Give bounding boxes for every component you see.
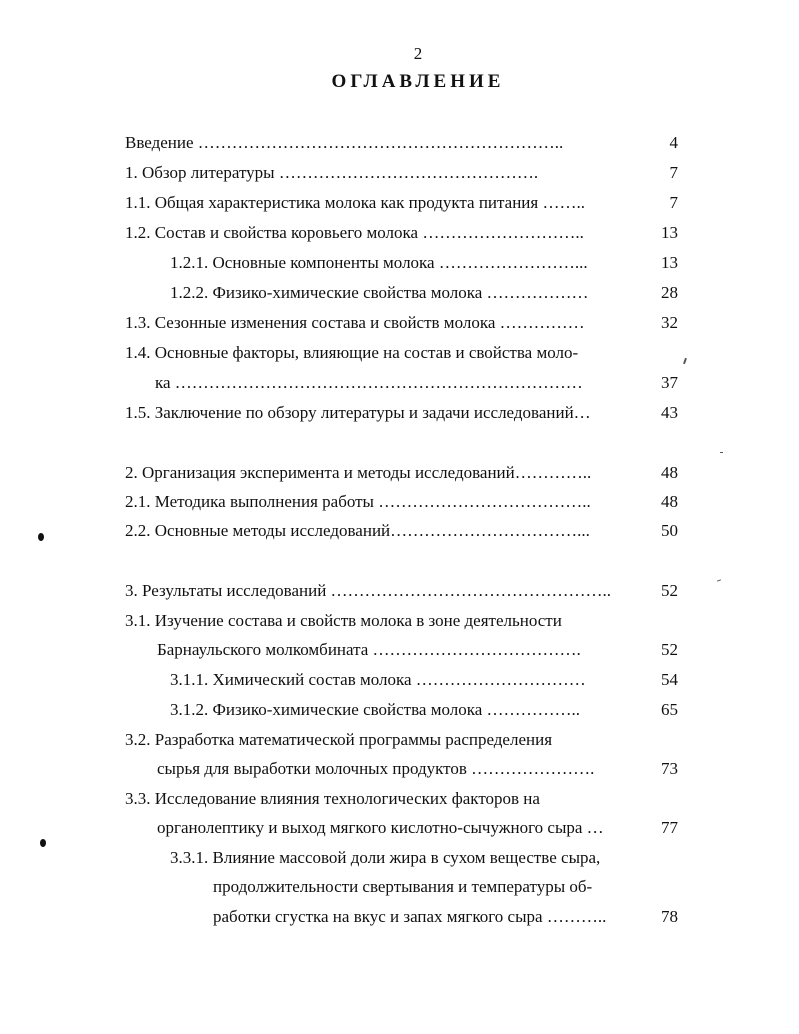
- toc-entry-text: 3.1.1. Химический состав молока …………………………: [170, 670, 586, 689]
- toc-entry-page: 78: [661, 907, 678, 926]
- toc-entry-text: Введение ………………………………………………………..: [125, 133, 564, 152]
- page-title: ОГЛАВЛЕНИЕ: [331, 71, 505, 92]
- toc-entry-text: 3.3.1. Влияние массовой доли жира в сухом веществе сыра,: [170, 848, 601, 867]
- toc-entry-page: 43: [661, 403, 678, 422]
- toc-entry-text: 1.2.2. Физико-химические свойства молока ………………: [170, 283, 589, 302]
- toc-entry-page: 52: [661, 640, 678, 659]
- toc-entry-text: 3.3. Исследование влияния технологических факторов на: [125, 789, 540, 808]
- toc-entry-text: 2.2. Основные методы исследований……………………………...: [125, 521, 590, 540]
- toc-entry-page: 48: [661, 463, 678, 482]
- toc-entry-text: сырья для выработки молочных продуктов ………………….: [157, 759, 595, 778]
- toc-entry-page: 7: [669, 163, 678, 182]
- toc-entry-text: 1. Обзор литературы ……………………………………….: [125, 163, 539, 182]
- toc-entry-page: 37: [661, 373, 678, 392]
- toc-entry-page: 13: [661, 223, 678, 242]
- toc-entry-page: 52: [661, 581, 678, 600]
- scan-dot: [40, 839, 46, 847]
- toc-entry-page: 4: [669, 133, 678, 152]
- toc-entry-text: 2. Организация эксперимента и методы исследований…………..: [125, 463, 592, 482]
- toc-entry-text: 3.2. Разработка математической программы распределения: [125, 730, 553, 749]
- toc-entry-text: 3. Результаты исследований …………………………………………..: [125, 581, 612, 600]
- toc-entry-text: Барнаульского молкомбината ……………………………….: [157, 640, 581, 659]
- toc-entry-text: работки сгустка на вкус и запах мягкого сыра ………..: [213, 907, 607, 926]
- toc-entry-text: 1.2.1. Основные компоненты молока ……………………...: [170, 253, 588, 272]
- toc-entry-text: органолептику и выход мягкого кислотно-сычужного сыра …: [157, 818, 604, 837]
- toc-entry-page: 77: [661, 818, 678, 837]
- toc-entry-page: 73: [661, 759, 678, 778]
- toc-entry-page: 7: [669, 193, 678, 212]
- toc-entry-text: 1.4. Основные факторы, влияющие на состав и свойства моло-: [125, 343, 579, 362]
- toc-entry-text: 1.3. Сезонные изменения состава и свойств молока ……………: [125, 313, 585, 332]
- toc-entry-text: продолжительности свертывания и температуры об-: [213, 877, 593, 896]
- toc-entry-text: 1.5. Заключение по обзору литературы и задачи исследований…: [125, 403, 591, 422]
- toc-entry-page: 28: [661, 283, 678, 302]
- toc-entry-page: 54: [661, 670, 678, 689]
- toc-entry-page: 13: [661, 253, 678, 272]
- scan-dot: [38, 533, 44, 541]
- toc-entry-page: 32: [661, 313, 678, 332]
- toc-entry-text: 1.2. Состав и свойства коровьего молока ………………………..: [125, 223, 584, 242]
- toc-entry-page: 65: [661, 700, 678, 719]
- scan-mark: [683, 358, 687, 364]
- scan-mark: [717, 579, 721, 581]
- page-number: 2: [413, 44, 423, 63]
- scan-mark: [720, 452, 723, 453]
- toc-entry-text: 1.1. Общая характеристика молока как продукта питания ……..: [125, 193, 585, 212]
- toc-entry-text: 2.1. Методика выполнения работы ………………………………..: [125, 492, 591, 511]
- toc-entry-text: 3.1. Изучение состава и свойств молока в зоне деятельности: [125, 611, 562, 630]
- toc-entry-page: 50: [661, 521, 678, 540]
- toc-entry-page: 48: [661, 492, 678, 511]
- toc-entry-text: ка ………………………………………………………………: [155, 373, 583, 392]
- toc-entry-text: 3.1.2. Физико-химические свойства молока ……………..: [170, 700, 581, 719]
